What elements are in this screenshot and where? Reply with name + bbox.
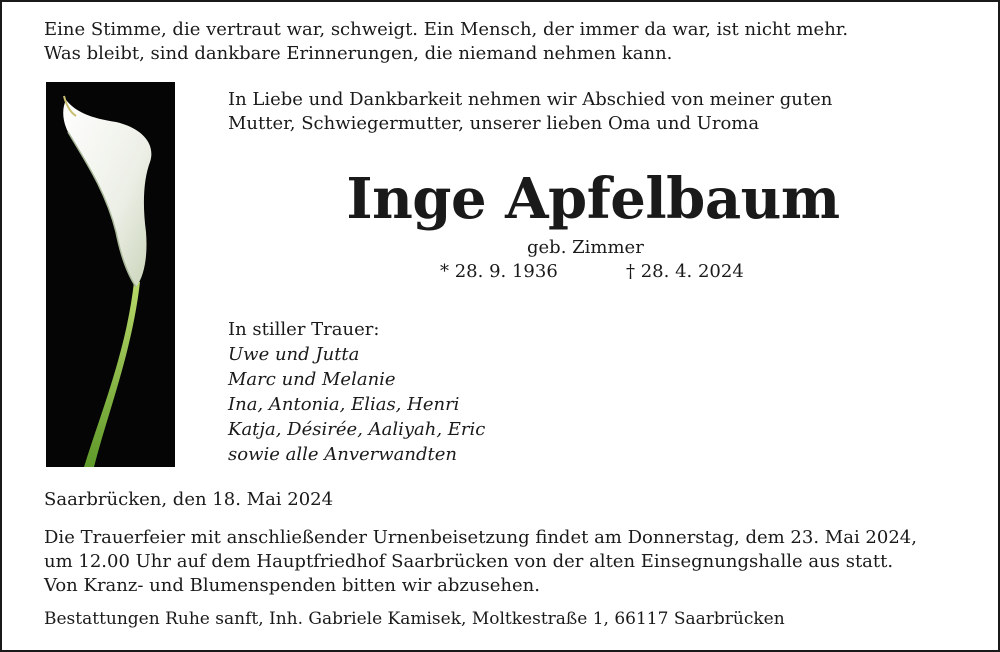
ceremony-line: Die Trauerfeier mit anschließender Urnenbeisetzung findet am Donnerstag, dem 23. Mai 2024, [44,527,917,548]
calla-lily-icon [46,82,175,467]
death-date: † 28. 4. 2024 [626,261,744,282]
mourner-name: Ina, Antonia, Elias, Henri [228,394,460,415]
ceremony-line: Von Kranz- und Blumenspenden bitten wir abzusehen. [44,575,540,596]
mourners-list [228,318,485,468]
funeral-home-footer: Bestattungen Ruhe sanft, Inh. Gabriele Kamisek, Moltkestraße 1, 66117 Saarbrücken [44,609,785,629]
mourner-name: Uwe und Jutta [228,344,360,365]
intro-line: Was bleibt, sind dankbare Erinnerungen, die niemand nehmen kann. [44,43,673,64]
deceased-name: Inge Apfelbaum [346,166,840,232]
intro-line: Eine Stimme, die vertraut war, schweigt. Ein Mensch, der immer da war, ist nicht mehr. [44,19,849,40]
farewell-line: Mutter, Schwiegermutter, unserer lieben Oma und Uroma [228,113,760,134]
birth-name: geb. Zimmer [527,237,644,258]
mourner-name: Katja, Désirée, Aaliyah, Eric [228,419,486,440]
ceremony-line: um 12.00 Uhr auf dem Hauptfriedhof Saarbrücken von der alten Einsegnungshalle aus statt. [44,551,894,572]
intro-text [44,18,848,66]
farewell-line: In Liebe und Dankbarkeit nehmen wir Abschied von meiner guten [228,89,833,110]
birth-date: * 28. 9. 1936 [440,261,558,282]
farewell-text [228,88,832,136]
mourner-name: sowie alle Anverwandten [228,444,457,465]
ceremony-text [44,526,917,598]
mourners-heading: In stiller Trauer: [228,319,380,340]
place-date: Saarbrücken, den 18. Mai 2024 [44,489,334,510]
calla-lily-photo [46,82,175,467]
mourner-name: Marc und Melanie [228,369,396,390]
